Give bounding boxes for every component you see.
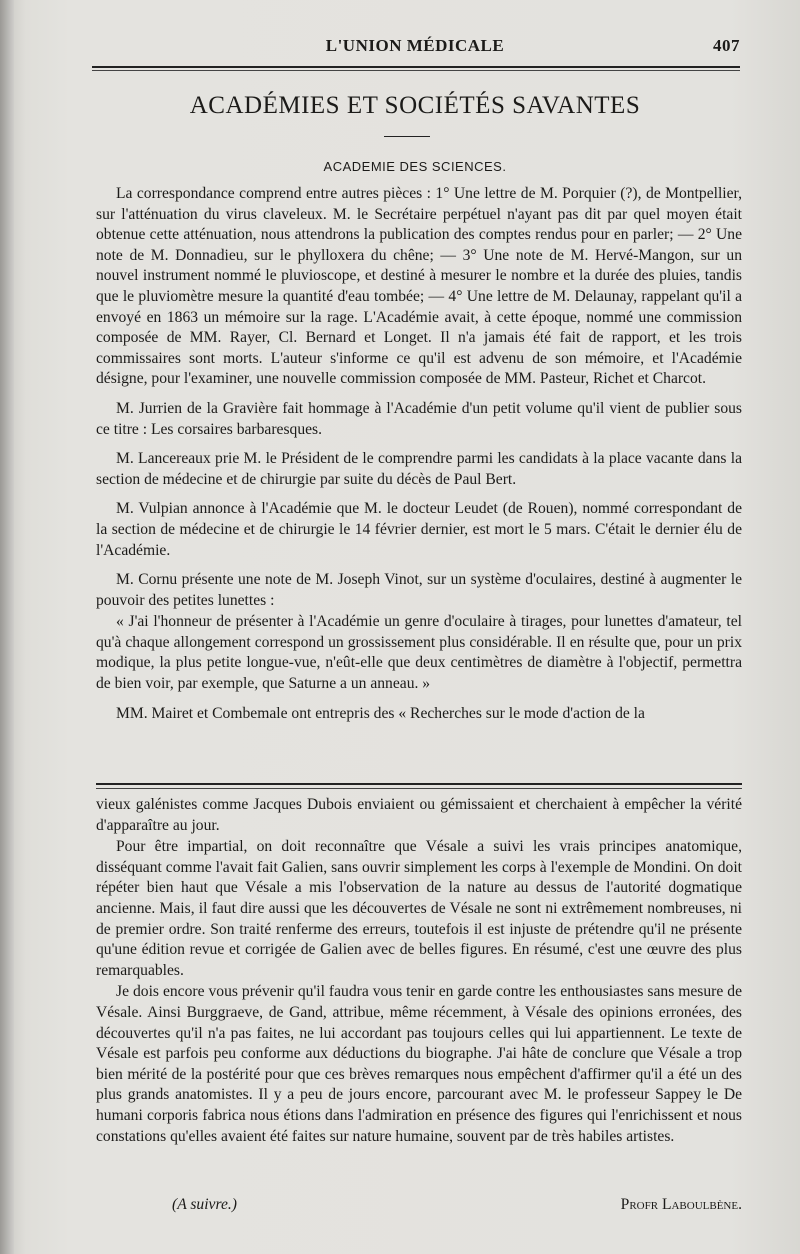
paragraph: « J'ai l'honneur de présenter à l'Académie un genre d'oculaire à tirages, pour lunettes d'amateur, tel qu'à chaque allongement correspond un grossissement plus considérable. Il en résulte que, pour un prix modique, la plus petite longue-vue, n'eût-elle que deux centimètres de diamètre à l'objectif, permettra de bien voir, par exemple, que Saturne a un anneau. » xyxy=(96,613,742,693)
section-title: ACADÉMIES ET SOCIÉTÉS SAVANTES xyxy=(189,92,641,119)
paragraph: M. Jurrien de la Gravière fait hommage à l'Académie d'un petit volume qu'il vient de publier sous ce titre : Les corsaires barbaresques. xyxy=(96,399,742,438)
paragraph: vieux galénistes comme Jacques Dubois enviaient ou gémissaient et cherchaient à empêcher la vérité d'apparaître au jour. xyxy=(96,796,742,834)
header-rule xyxy=(92,66,740,68)
feuilleton-column xyxy=(96,795,742,1148)
feuilleton-rule-thin xyxy=(96,788,742,789)
header-rule-thin xyxy=(92,70,740,71)
article-footer xyxy=(96,1196,742,1214)
paragraph: MM. Mairet et Combemale ont entrepris des « Recherches sur le mode d'action de la xyxy=(116,704,645,722)
subsection-title: ACADEMIE DES SCIENCES. xyxy=(323,159,507,174)
paragraph: La correspondance comprend entre autres pièces : 1° Une lettre de M. Porquier (?), de Montpellier, sur l'atténuation du virus claveleux. M. le Secrétaire perpétuel n'ayant pas dit par quel moyen était obtenue cette atténuation, nous attendrons la publication des comptes rendus pour en parler; — 2° Une note de M. Donnadieu, sur le phylloxera du chêne; — 3° Une note de M. Hervé-Mangon, sur un nouvel instrument nommé le pluvioscope, et destiné à mesurer le nombre et la durée des pluies, tandis que le pluviomètre mesure la quantité d'eau tombée; — 4° Une lettre de M. Delaunay, rappelant qu'il a envoyé en 1863 un mémoire sur la rage. L'Académie avait, à cette époque, nommé une commission composée de MM. Rayer, Cl. Bernard et Longet. Il n'a jamais été fait de rapport, et les trois commissaires sont morts. L'auteur s'informe ce qu'il est advenu de son mémoire, et l'Académie désigne, pour l'examiner, une nouvelle commission composée de MM. Pasteur, Richet et Charcot. xyxy=(96,185,742,388)
paragraph: Je dois encore vous prévenir qu'il faudra vous tenir en garde contre les enthousiastes sans mesure de Vésale. Ainsi Burggraeve, de Gand, attribue, même récemment, à Vésale des opinions erronées, des découvertes qu'il n'a pas faites, ne lui accordant pas toujours celles qui lui appartiennent. Le texte de Vésale est parfois peu conforme aux déductions du biographe. J'ai hâte de conclure que Vésale a trop bien mérité de la postérité pour que ces brèves remarques nous empêchent d'affirmer qu'il a été un des plus grands anatomistes. Il y a peu de jours encore, parcourant avec M. le professeur Sappey le De humani corporis fabrica nous étions dans l'admiration en présence des figures qui l'enrichissent et nous constations qu'elles avaient été faites sur nature humaine, souvent par de très habiles artistes. xyxy=(96,983,742,1145)
academy-report-column xyxy=(96,184,742,733)
page-edge-shadow xyxy=(0,0,14,1254)
paragraph: M. Lancereaux prie M. le Président de le comprendre parmi les candidats à la place vacante dans la section de médecine et de chirurgie par suite du décès de Paul Bert. xyxy=(96,450,742,488)
journal-title: L'UNION MÉDICALE xyxy=(325,36,505,55)
paragraph: Pour être impartial, on doit reconnaître que Vésale a suivi les vrais principes anatomique, disséquant comme l'avait fait Galien, sans ouvrir simplement les corps à l'exemple de Mondini. On doit répéter bien haut que Vésale a mis l'observation de la nature au dessus de l'autorité dogmatique ancienne. Mais, il faut dire aussi que les découvertes de Vésale ne sont ni extrêmement nombreuses, ni de premier ordre. Son traité renferme des erreurs, toutefois il est injuste de prétendre qu'il ne présente qu'une édition revue et corrigée de Galien avec de belles figures. En résumé, c'est une œuvre des plus remarquables. xyxy=(96,838,742,979)
author-signature: Profr Laboulbène. xyxy=(620,1196,742,1213)
to-be-continued: (A suivre.) xyxy=(172,1196,237,1213)
feuilleton-rule xyxy=(96,783,742,785)
paragraph: M. Cornu présente une note de M. Joseph Vinot, sur un système d'oculaires, destiné à augmenter le pouvoir des petites lunettes : xyxy=(96,571,742,609)
title-divider xyxy=(384,136,430,137)
page-number: 407 xyxy=(713,36,740,55)
running-header xyxy=(90,36,740,56)
paragraph: M. Vulpian annonce à l'Académie que M. le docteur Leudet (de Rouen), nommé correspondant de la section de médecine et de chirurgie le 14 février dernier, est mort le 5 mars. C'était le dernier élu de l'Académie. xyxy=(96,500,742,559)
